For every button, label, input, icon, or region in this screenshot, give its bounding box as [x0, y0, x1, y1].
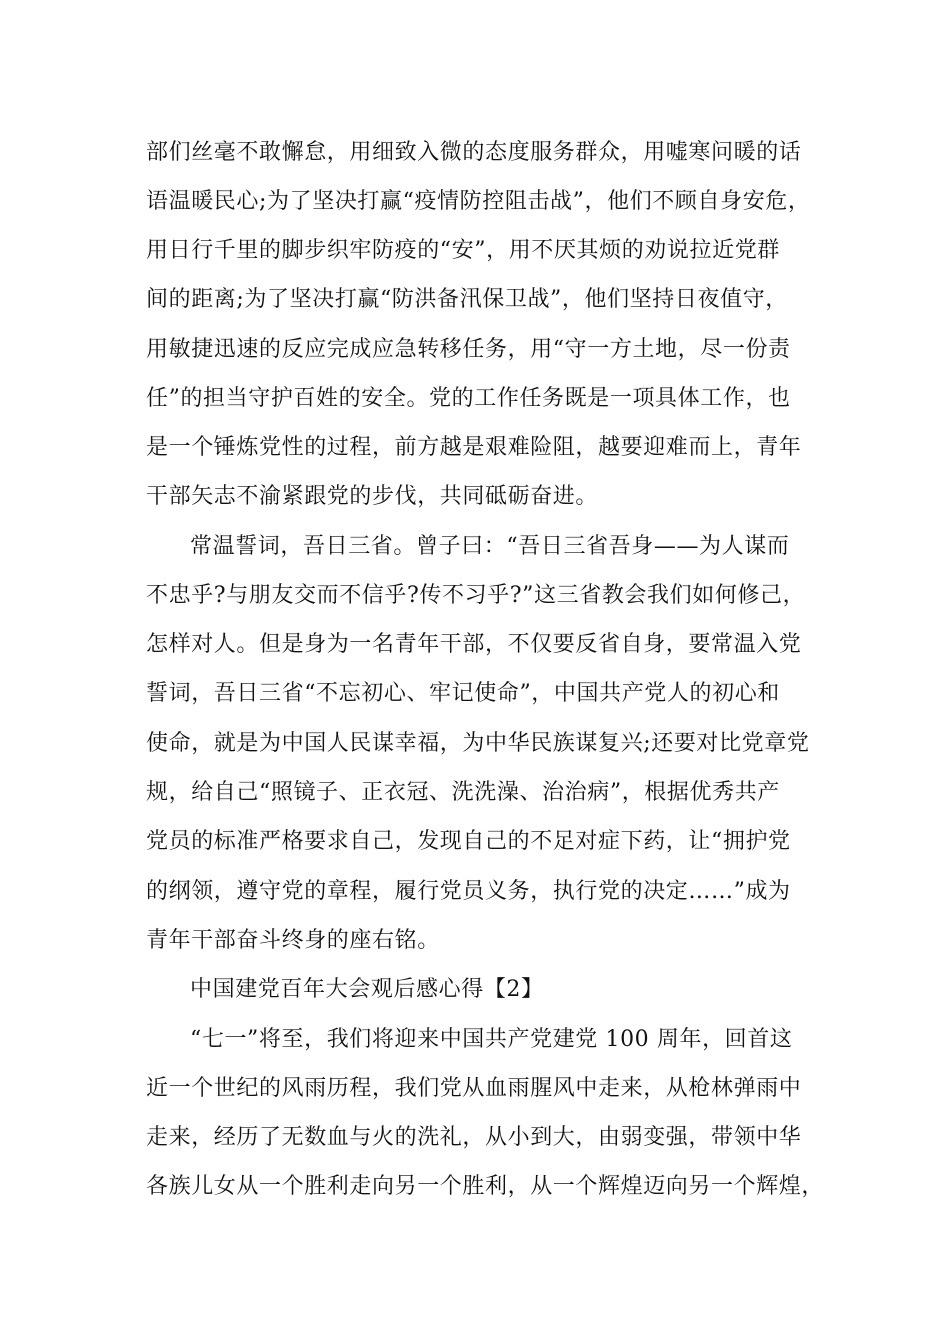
text-line: 用敏捷迅速的反应完成应急转移任务，用“守一方土地，尽一份责 — [146, 337, 791, 362]
text-line: 不忠乎?与朋友交而不信乎?传不习乎?”这三省教会我们如何修己， — [146, 583, 806, 608]
text-line: 的纲领，遵守党的章程，履行党员义务，执行党的决定……”成为 — [146, 879, 791, 904]
text-line: “七一”将至，我们将迎来中国共产党建党 100 周年，回首这 — [190, 1027, 793, 1052]
text-line: 怎样对人。但是身为一名青年干部，不仅要反省自身，要常温入党 — [146, 632, 802, 657]
text-line: 语温暖民心;为了坚决打赢“疫情防控阻击战”，他们不顾自身安危， — [146, 189, 811, 214]
text-line: 规，给自己“照镜子、正衣冠、洗洗澡、治治病”，根据优秀共产 — [146, 780, 780, 805]
section-heading: 中国建党百年大会观后感心得【2】 — [190, 977, 544, 1002]
text-line: 任”的担当守护百姓的安全。党的工作任务既是一项具体工作，也 — [146, 386, 791, 411]
text-line: 间的距离;为了坚决打赢“防洪备汛保卫战”，他们坚持日夜值守， — [146, 287, 788, 312]
text-line: 誓词，吾日三省“不忘初心、牢记使命”，中国共产党人的初心和 — [146, 681, 780, 706]
text-line: 党员的标准严格要求自己，发现自己的不足对症下药，让“拥护党 — [146, 829, 791, 854]
text-line: 各族儿女从一个胜利走向另一个胜利，从一个辉煌迈向另一个辉煌， — [146, 1174, 825, 1199]
text-line: 使命，就是为中国人民谋幸福，为中华民族谋复兴;还要对比党章党 — [146, 731, 810, 756]
text-line: 青年干部奋斗终身的座右铭。 — [146, 928, 440, 953]
text-line: 用日行千里的脚步织牢防疫的“安”，用不厌其烦的劝说拉近党群 — [146, 238, 780, 263]
text-line: 是一个锤炼党性的过程，前方越是艰难险阻，越要迎难而上，青年 — [146, 435, 802, 460]
text-line: 干部矢志不渝紧跟党的步伐，共同砥砺奋进。 — [146, 484, 599, 509]
text-line: 部们丝毫不敢懈怠，用细致入微的态度服务群众，用嘘寒问暖的话 — [146, 140, 802, 165]
text-line: 近一个世纪的风雨历程，我们党从血雨腥风中走来，从枪林弹雨中 — [146, 1076, 802, 1101]
text-line: 走来，经历了无数血与火的洗礼，从小到大，由弱变强，带领中华 — [146, 1125, 802, 1150]
text-line: 常温誓词，吾日三省。曾子曰：“吾日三省吾身——为人谋而 — [190, 534, 790, 559]
